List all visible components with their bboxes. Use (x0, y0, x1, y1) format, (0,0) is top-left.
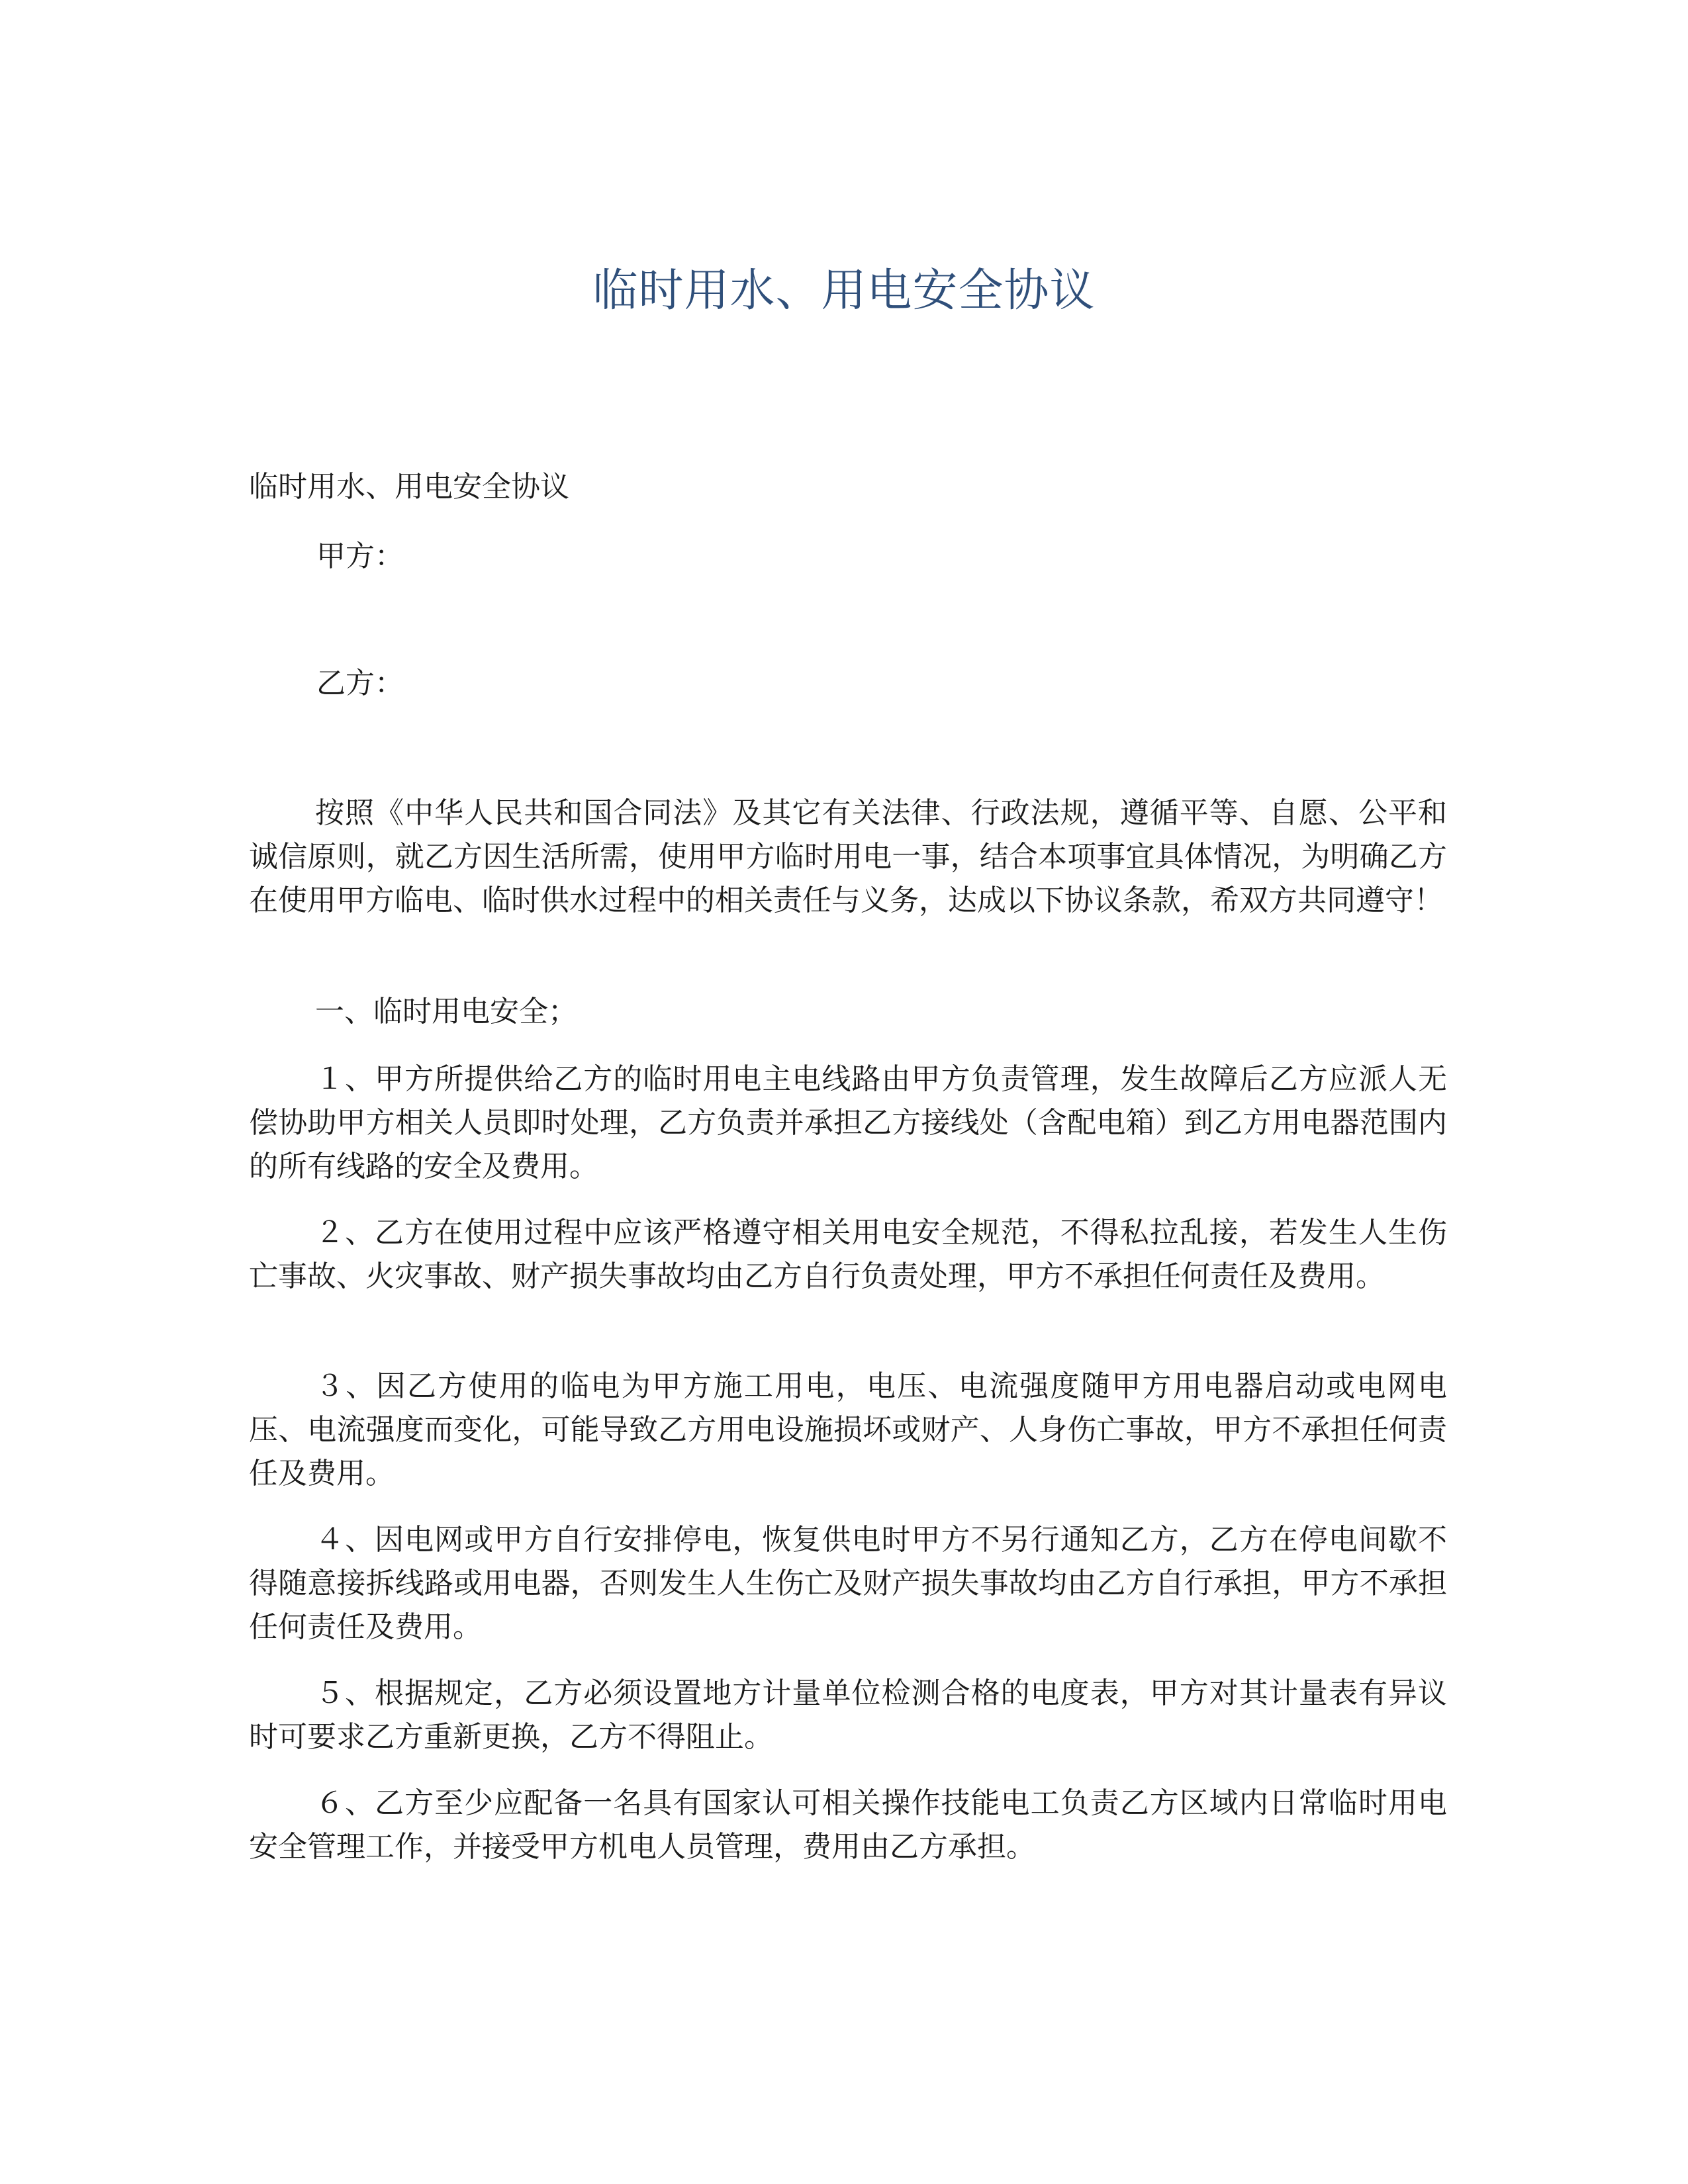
clause-6: ６、乙方至少应配备一名具有国家认可相关操作技能电工负责乙方区域内日常临时用电安全管理工作，并接受甲方机电人员管理，费用由乙方承担。 (249, 1786, 1447, 1864)
document-subtitle: 临时用水、用电安全协议 (249, 470, 569, 504)
clause-4: ４、因电网或甲方自行安排停电，恢复供电时甲方不另行通知乙方，乙方在停电间歇不得随意接拆线路或用电器，否则发生人生伤亡及财产损失事故均由乙方自行承担，甲方不承担任何责任及费用。 (249, 1523, 1447, 1644)
intro-paragraph: 按照《中华人民共和国合同法》及其它有关法律、行政法规，遵循平等、自愿、公平和诚信原则，就乙方因生活所需，使用甲方临时用电一事，结合本项事宜具体情况，为明确乙方在使用甲方临电、临时供水过程中的相关责任与义务，达成以下协议条款，希双方共同遵守！ (249, 796, 1447, 917)
party-b-label: 乙方： (316, 666, 404, 700)
document-title: 临时用水、用电安全协议 (592, 265, 1096, 317)
section-1-heading: 一、临时用电安全； (315, 995, 577, 1028)
party-a-label: 甲方： (316, 539, 404, 573)
clause-3: ３、因乙方使用的临电为甲方施工用电，电压、电流强度随甲方用电器启动或电网电压、电流强度而变化，可能导致乙方用电设施损坏或财产、人身伤亡事故，甲方不承担任何责任及费用。 (249, 1369, 1447, 1490)
clause-1: １、甲方所提供给乙方的临时用电主电线路由甲方负责管理，发生故障后乙方应派人无偿协助甲方相关人员即时处理，乙方负责并承担乙方接线处（含配电箱）到乙方用电器范围内的所有线路的安全及费用。 (249, 1062, 1447, 1183)
clause-5: ５、根据规定，乙方必须设置地方计量单位检测合格的电度表，甲方对其计量表有异议时可要求乙方重新更换，乙方不得阻止。 (249, 1676, 1447, 1754)
clause-2: ２、乙方在使用过程中应该严格遵守相关用电安全规范，不得私拉乱接，若发生人生伤亡事故、火灾事故、财产损失事故均由乙方自行负责处理，甲方不承担任何责任及费用。 (249, 1216, 1447, 1293)
